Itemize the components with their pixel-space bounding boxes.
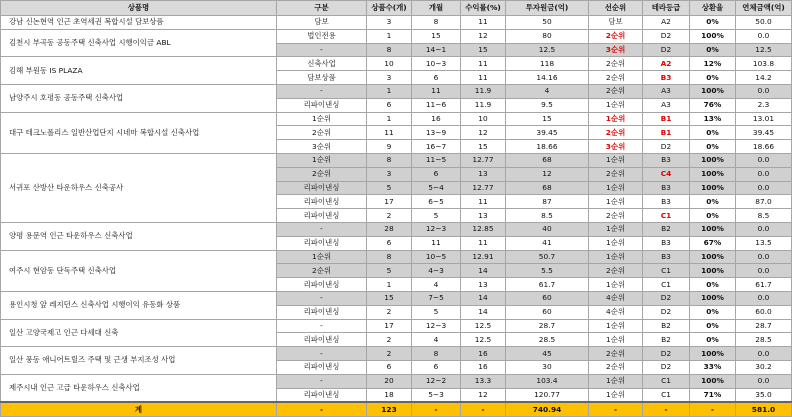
table-cell: D2 — [643, 43, 690, 57]
table-cell: 3순위 — [277, 140, 367, 154]
table-cell: 2순위 — [589, 167, 643, 181]
table-cell: 1순위 — [277, 112, 367, 126]
table-cell: 4 — [506, 84, 589, 98]
table-cell: 5 — [367, 181, 412, 195]
table-cell: 0.0 — [736, 374, 792, 388]
table-cell: B2 — [643, 333, 690, 347]
table-cell: 리파이낸싱 — [277, 236, 367, 250]
table-cell: 12.85 — [461, 222, 506, 236]
table-cell: 8.5 — [506, 209, 589, 223]
table-cell: 11~5 — [412, 153, 461, 167]
table-cell: 100% — [690, 222, 736, 236]
table-cell: 2 — [367, 305, 412, 319]
table-cell: 14~1 — [412, 43, 461, 57]
total-cell: - — [461, 402, 506, 417]
table-cell: 0.0 — [736, 181, 792, 195]
table-row — [1, 374, 792, 388]
table-cell: 67% — [690, 236, 736, 250]
col-header-months: 개월 — [412, 1, 461, 16]
table-cell: 71% — [690, 388, 736, 402]
table-cell: 9 — [367, 140, 412, 154]
table-cell: 11~6 — [412, 98, 461, 112]
table-cell: 14 — [461, 264, 506, 278]
table-cell: 0% — [690, 71, 736, 85]
table-cell: 1순위 — [589, 98, 643, 112]
table-cell: 18 — [367, 388, 412, 402]
table-cell: 2순위 — [589, 84, 643, 98]
table-cell: 30 — [506, 360, 589, 374]
product-name: 일산 풍동 애니어트릴즈 주택 및 근생 부지조성 사업 — [1, 347, 277, 375]
table-cell: 1순위 — [589, 319, 643, 333]
table-cell: A2 — [643, 57, 690, 71]
table-cell: 1 — [367, 112, 412, 126]
table-cell: B2 — [643, 222, 690, 236]
table-cell: 4순위 — [589, 305, 643, 319]
table-cell: 11 — [461, 57, 506, 71]
table-cell: 2순위 — [589, 360, 643, 374]
col-header-overdue-amount: 연체금액(억) — [736, 1, 792, 16]
table-cell: 2순위 — [589, 126, 643, 140]
table-cell: 10 — [461, 112, 506, 126]
table-cell: 1 — [367, 84, 412, 98]
table-cell: 1순위 — [589, 388, 643, 402]
table-cell: D2 — [643, 140, 690, 154]
table-cell: 15 — [461, 140, 506, 154]
table-row — [1, 319, 792, 333]
table-cell: 14.16 — [506, 71, 589, 85]
table-cell: 3 — [367, 16, 412, 30]
table-cell: 5 — [367, 264, 412, 278]
table-cell: 28.7 — [506, 319, 589, 333]
table-cell: 14 — [461, 291, 506, 305]
table-cell: 33% — [690, 360, 736, 374]
table-cell: - — [277, 319, 367, 333]
table-cell: 68 — [506, 181, 589, 195]
table-cell: 5~4 — [412, 181, 461, 195]
table-cell: 담보 — [277, 16, 367, 30]
table-cell: 리파이낸싱 — [277, 181, 367, 195]
table-cell: 11 — [461, 16, 506, 30]
table-cell: 0.0 — [736, 291, 792, 305]
table-cell: 13 — [461, 209, 506, 223]
table-cell: 8.5 — [736, 209, 792, 223]
table-cell: B3 — [643, 181, 690, 195]
table-cell: - — [277, 347, 367, 361]
table-cell: 0% — [690, 278, 736, 292]
table-cell: 리파이낸싱 — [277, 305, 367, 319]
table-cell: 8 — [412, 16, 461, 30]
table-cell: 15 — [506, 112, 589, 126]
product-name: 남양주시 호평동 공동주택 신축사업 — [1, 84, 277, 112]
table-cell: 1순위 — [589, 181, 643, 195]
table-cell: 1순위 — [589, 250, 643, 264]
table-cell: 14.2 — [736, 71, 792, 85]
table-cell: 2 — [367, 333, 412, 347]
table-cell: 6 — [412, 360, 461, 374]
table-cell: 50.7 — [506, 250, 589, 264]
table-row — [1, 291, 792, 305]
table-cell: 10~5 — [412, 250, 461, 264]
table-cell: 39.45 — [506, 126, 589, 140]
product-name: 제주시내 인근 고급 타운하우스 신축사업 — [1, 374, 277, 402]
table-cell: 11 — [461, 195, 506, 209]
table-cell: A3 — [643, 98, 690, 112]
product-name: 강남 신논현역 인근 초역세권 복합시설 담보상품 — [1, 16, 277, 30]
table-cell: 0.0 — [736, 347, 792, 361]
table-cell: C1 — [643, 374, 690, 388]
table-cell: 13.01 — [736, 112, 792, 126]
col-header-seniority: 선순위 — [589, 1, 643, 16]
table-cell: 20 — [367, 374, 412, 388]
table-cell: 60.0 — [736, 305, 792, 319]
total-row — [1, 402, 792, 417]
table-cell: 2순위 — [589, 71, 643, 85]
col-header-product-count: 상품수(개) — [367, 1, 412, 16]
table-cell: 12.91 — [461, 250, 506, 264]
table-cell: 28.7 — [736, 319, 792, 333]
table-cell: 리파이낸싱 — [277, 278, 367, 292]
table-cell: 0.0 — [736, 84, 792, 98]
total-cell: 123 — [367, 402, 412, 417]
table-cell: 12.5 — [461, 333, 506, 347]
table-cell: 12 — [461, 29, 506, 43]
table-cell: 5~3 — [412, 388, 461, 402]
table-cell: 1순위 — [589, 222, 643, 236]
table-cell: 16 — [461, 360, 506, 374]
table-cell: 1순위 — [589, 153, 643, 167]
table-cell: 3 — [367, 167, 412, 181]
table-cell: 리파이낸싱 — [277, 388, 367, 402]
table-row — [1, 84, 792, 98]
table-cell: 리파이낸싱 — [277, 333, 367, 347]
table-cell: 100% — [690, 84, 736, 98]
table-cell: 12~3 — [412, 222, 461, 236]
table-cell: 60 — [506, 291, 589, 305]
table-cell: 45 — [506, 347, 589, 361]
table-cell: 61.7 — [506, 278, 589, 292]
table-cell: 12.77 — [461, 153, 506, 167]
table-cell: 12.5 — [736, 43, 792, 57]
table-cell: 6 — [367, 360, 412, 374]
table-cell: 0.0 — [736, 222, 792, 236]
table-cell: 10 — [367, 57, 412, 71]
table-cell: 0% — [690, 140, 736, 154]
table-cell: 100% — [690, 291, 736, 305]
product-name: 양평 용문역 인근 타운하우스 신축사업 — [1, 222, 277, 250]
table-cell: D2 — [643, 291, 690, 305]
table-cell: 87.0 — [736, 195, 792, 209]
table-cell: 16 — [412, 112, 461, 126]
total-cell: - — [277, 402, 367, 417]
table-cell: 0% — [690, 305, 736, 319]
table-cell: - — [277, 291, 367, 305]
table-cell: 10~3 — [412, 57, 461, 71]
table-cell: B3 — [643, 153, 690, 167]
table-cell: A2 — [643, 16, 690, 30]
table-cell: 1순위 — [277, 153, 367, 167]
table-cell: 103.8 — [736, 57, 792, 71]
table-cell: 28.5 — [736, 333, 792, 347]
table-cell: 2순위 — [277, 167, 367, 181]
table-row — [1, 222, 792, 236]
product-name: 김해 부원동 IS PLAZA — [1, 57, 277, 85]
table-cell: 6~5 — [412, 195, 461, 209]
table-cell: C1 — [643, 278, 690, 292]
table-cell: 100% — [690, 264, 736, 278]
table-cell: 12 — [461, 388, 506, 402]
table-cell: 2순위 — [589, 29, 643, 43]
total-cell: 581.0 — [736, 402, 792, 417]
table-cell: 16~7 — [412, 140, 461, 154]
table-cell: B3 — [643, 250, 690, 264]
table-cell: 100% — [690, 29, 736, 43]
table-cell: 0% — [690, 43, 736, 57]
table-cell: 15 — [367, 291, 412, 305]
table-cell: 5 — [412, 209, 461, 223]
table-cell: 1순위 — [589, 374, 643, 388]
table-row — [1, 347, 792, 361]
total-cell: - — [690, 402, 736, 417]
table-cell: 87 — [506, 195, 589, 209]
table-cell: 18.66 — [736, 140, 792, 154]
total-cell: - — [589, 402, 643, 417]
table-cell: 0.0 — [736, 250, 792, 264]
total-label: 계 — [1, 402, 277, 417]
table-cell: 4 — [412, 333, 461, 347]
table-cell: 8 — [367, 153, 412, 167]
table-cell: 3순위 — [589, 140, 643, 154]
table-cell: 11.9 — [461, 84, 506, 98]
table-cell: 0.0 — [736, 167, 792, 181]
table-cell: 100% — [690, 167, 736, 181]
table-cell: 1순위 — [589, 236, 643, 250]
table-cell: 39.45 — [736, 126, 792, 140]
table-cell: 4 — [412, 278, 461, 292]
table-cell: 3 — [367, 71, 412, 85]
col-header-yield: 수익률(%) — [461, 1, 506, 16]
table-cell: 76% — [690, 98, 736, 112]
table-cell: 118 — [506, 57, 589, 71]
table-cell: 6 — [367, 98, 412, 112]
table-cell: 8 — [367, 250, 412, 264]
table-cell: 11 — [412, 236, 461, 250]
table-cell: B1 — [643, 126, 690, 140]
table-cell: 12.77 — [461, 181, 506, 195]
table-cell: B2 — [643, 319, 690, 333]
table-cell: 12.5 — [506, 43, 589, 57]
product-name: 용인시청 앞 레지던스 신축사업 시행이익 유동화 상품 — [1, 291, 277, 319]
table-cell: 2순위 — [277, 264, 367, 278]
table-cell: 11 — [461, 236, 506, 250]
col-header-principal: 투자원금(억) — [506, 1, 589, 16]
table-cell: 11 — [367, 126, 412, 140]
table-row — [1, 57, 792, 71]
table-cell: B3 — [643, 71, 690, 85]
table-cell: 17 — [367, 195, 412, 209]
table-cell: 7~5 — [412, 291, 461, 305]
table-cell: 12% — [690, 57, 736, 71]
table-cell: B3 — [643, 236, 690, 250]
table-cell: 8 — [367, 43, 412, 57]
table-cell: D2 — [643, 305, 690, 319]
table-cell: 100% — [690, 347, 736, 361]
table-cell: - — [277, 222, 367, 236]
table-cell: 6 — [412, 167, 461, 181]
table-cell: 15 — [412, 29, 461, 43]
table-cell: C1 — [643, 264, 690, 278]
product-name: 여주시 현암동 단독주택 신축사업 — [1, 250, 277, 291]
table-row — [1, 112, 792, 126]
table-cell: 0% — [690, 195, 736, 209]
table-cell: 8 — [412, 347, 461, 361]
table-cell: 18.66 — [506, 140, 589, 154]
table-cell: 12.5 — [461, 319, 506, 333]
table-row — [1, 16, 792, 30]
table-cell: 신축사업 — [277, 57, 367, 71]
table-body — [1, 16, 792, 403]
table-cell: 1순위 — [589, 195, 643, 209]
total-cell: - — [643, 402, 690, 417]
table-cell: 60 — [506, 305, 589, 319]
table-cell: C1 — [643, 209, 690, 223]
table-cell: 3순위 — [589, 43, 643, 57]
product-name: 서귀포 산방산 타운하우스 신축공사 — [1, 153, 277, 222]
table-cell: 0.0 — [736, 264, 792, 278]
table-cell: 담보상품 — [277, 71, 367, 85]
table-cell: 12 — [506, 167, 589, 181]
col-header-product-name: 상품명 — [1, 1, 277, 16]
total-cell: 740.94 — [506, 402, 589, 417]
table-cell: 11 — [412, 84, 461, 98]
table-cell: 61.7 — [736, 278, 792, 292]
col-header-category: 구분 — [277, 1, 367, 16]
table-cell: 50.0 — [736, 16, 792, 30]
table-cell: B1 — [643, 112, 690, 126]
table-row — [1, 153, 792, 167]
table-cell: 리파이낸싱 — [277, 98, 367, 112]
table-cell: 41 — [506, 236, 589, 250]
table-cell: 0.0 — [736, 29, 792, 43]
table-cell: 리파이낸싱 — [277, 195, 367, 209]
table-cell: 1 — [367, 278, 412, 292]
table-cell: 2순위 — [277, 126, 367, 140]
table-cell: 2.3 — [736, 98, 792, 112]
table-cell: 11 — [461, 71, 506, 85]
table-cell: 1 — [367, 29, 412, 43]
table-cell: 2 — [367, 347, 412, 361]
table-cell: 15 — [461, 43, 506, 57]
table-cell: 4~3 — [412, 264, 461, 278]
header-row — [1, 1, 792, 16]
table-cell: 1순위 — [589, 112, 643, 126]
table-cell: 2순위 — [589, 347, 643, 361]
table-cell: 68 — [506, 153, 589, 167]
table-cell: 0.0 — [736, 153, 792, 167]
table-cell: 2 — [367, 209, 412, 223]
table-cell: 103.4 — [506, 374, 589, 388]
table-cell: - — [277, 374, 367, 388]
table-cell: 0% — [690, 319, 736, 333]
table-cell: 2순위 — [589, 264, 643, 278]
table-cell: 100% — [690, 181, 736, 195]
table-cell: C4 — [643, 167, 690, 181]
table-cell: 리파이낸싱 — [277, 209, 367, 223]
table-cell: 0% — [690, 333, 736, 347]
table-cell: 14 — [461, 305, 506, 319]
table-row — [1, 250, 792, 264]
col-header-repayment-rate: 상환율 — [690, 1, 736, 16]
table-cell: 13 — [461, 278, 506, 292]
table-cell: 120.77 — [506, 388, 589, 402]
table-cell: 0% — [690, 126, 736, 140]
table-cell: 6 — [412, 71, 461, 85]
table-cell: 80 — [506, 29, 589, 43]
table-cell: D2 — [643, 29, 690, 43]
table-cell: 13.3 — [461, 374, 506, 388]
table-cell: 2순위 — [589, 209, 643, 223]
col-header-tera-grade: 테라등급 — [643, 1, 690, 16]
table-cell: 13.5 — [736, 236, 792, 250]
table-cell: 12~2 — [412, 374, 461, 388]
table-cell: 16 — [461, 347, 506, 361]
table-cell: 100% — [690, 250, 736, 264]
table-cell: 100% — [690, 153, 736, 167]
total-cell: - — [412, 402, 461, 417]
table-cell: 28.5 — [506, 333, 589, 347]
table-cell: - — [277, 84, 367, 98]
table-cell: 17 — [367, 319, 412, 333]
table-cell: 40 — [506, 222, 589, 236]
table-cell: 13% — [690, 112, 736, 126]
table-cell: D2 — [643, 347, 690, 361]
table-cell: 28 — [367, 222, 412, 236]
table-cell: 11.9 — [461, 98, 506, 112]
table-cell: 6 — [367, 236, 412, 250]
table-cell: 담보 — [589, 16, 643, 30]
table-cell: 1순위 — [277, 250, 367, 264]
table-cell: 12 — [461, 126, 506, 140]
table-cell: 100% — [690, 374, 736, 388]
table-cell: 13~9 — [412, 126, 461, 140]
table-cell: 2순위 — [589, 57, 643, 71]
table-cell: 1순위 — [589, 333, 643, 347]
table-cell: 리파이낸싱 — [277, 360, 367, 374]
product-name: 일산 고양국제고 인근 다세대 신축 — [1, 319, 277, 347]
table-cell: 1순위 — [589, 278, 643, 292]
product-name: 대구 테크노폴리스 일반산업단지 시네마 복합시설 신축사업 — [1, 112, 277, 153]
table-cell: D2 — [643, 360, 690, 374]
table-cell: 법인전용 — [277, 29, 367, 43]
table-cell: C1 — [643, 388, 690, 402]
table-cell: - — [277, 43, 367, 57]
table-cell: 9.5 — [506, 98, 589, 112]
table-cell: 5 — [412, 305, 461, 319]
table-cell: 0% — [690, 209, 736, 223]
table-cell: B3 — [643, 195, 690, 209]
table-cell: A3 — [643, 84, 690, 98]
table-cell: 13 — [461, 167, 506, 181]
table-cell: 12~3 — [412, 319, 461, 333]
product-name: 김천시 부곡동 공동주택 신축사업 시행이익금 ABL — [1, 29, 277, 57]
table-cell: 0% — [690, 16, 736, 30]
table-cell: 4순위 — [589, 291, 643, 305]
table-cell: 30.2 — [736, 360, 792, 374]
table-cell: 5.5 — [506, 264, 589, 278]
table-row — [1, 29, 792, 43]
table-cell: 35.0 — [736, 388, 792, 402]
table-cell: 50 — [506, 16, 589, 30]
